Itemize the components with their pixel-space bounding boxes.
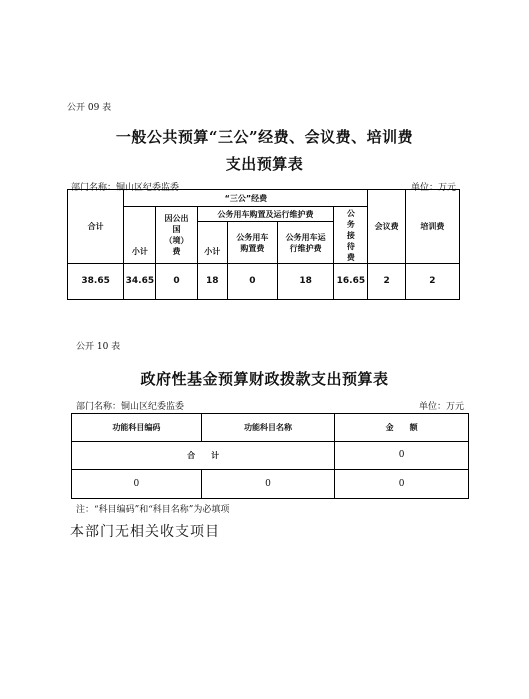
total-value: 0: [335, 442, 469, 470]
total-label: 合 计: [72, 442, 335, 470]
value-car-purchase: 0: [227, 264, 277, 300]
row-name: 0: [201, 470, 335, 499]
value-meeting: 2: [368, 264, 405, 300]
value-abroad: 0: [156, 264, 197, 300]
header-car-purchase: 公务用车购置费: [227, 222, 277, 264]
header-subtotal: 小计: [124, 207, 156, 264]
table10-label: 公开 10 表: [76, 342, 121, 352]
header-car: 公务用车购置及运行维护费: [197, 207, 334, 222]
header-total: 合计: [68, 190, 124, 264]
table09: [67, 189, 460, 300]
header-name: 功能科目名称: [201, 414, 335, 442]
row-code: 0: [72, 470, 202, 499]
table09-dept: 部门名称：铜山区纪委监委: [71, 183, 180, 193]
value-car-subtotal: 18: [197, 264, 227, 300]
value-subtotal: 34.65: [124, 264, 156, 300]
table09-title-line2: 支出预算表: [225, 155, 304, 173]
header-amount: 金 额: [335, 414, 469, 442]
value-reception: 16.65: [334, 264, 368, 300]
table10-dept: 部门名称：铜山区纪委监委: [76, 402, 185, 412]
value-total: 38.65: [68, 264, 124, 300]
table10-title: 政府性基金预算财政拨款支出预算表: [140, 370, 389, 388]
table09-title-line1: 一般公共预算“三公”经费、会议费、培训费: [115, 128, 414, 146]
table09-unit: 单位：万元: [411, 183, 457, 193]
footer-text: 本部门无相关收支项目: [70, 524, 220, 540]
table09-label: 公开 09 表: [67, 103, 112, 113]
header-car-maintain: 公务用车运行维护费: [278, 222, 334, 264]
header-code: 功能科目编码: [72, 414, 202, 442]
header-sangong: “三公”经费: [124, 190, 368, 207]
header-reception: 公务接待费: [334, 207, 368, 264]
header-abroad: 因公出国（境）费: [156, 207, 197, 264]
header-car-subtotal: 小计: [197, 222, 227, 264]
header-training: 培训费: [405, 190, 459, 264]
table10: [71, 413, 469, 499]
value-car-maintain: 18: [278, 264, 334, 300]
table10-note: 注：“科目编码”和“科目名称”为必填项: [76, 505, 230, 515]
value-training: 2: [405, 264, 459, 300]
row-amount: 0: [335, 470, 469, 499]
header-meeting: 会议费: [368, 190, 405, 264]
table10-unit: 单位：万元: [419, 402, 465, 412]
